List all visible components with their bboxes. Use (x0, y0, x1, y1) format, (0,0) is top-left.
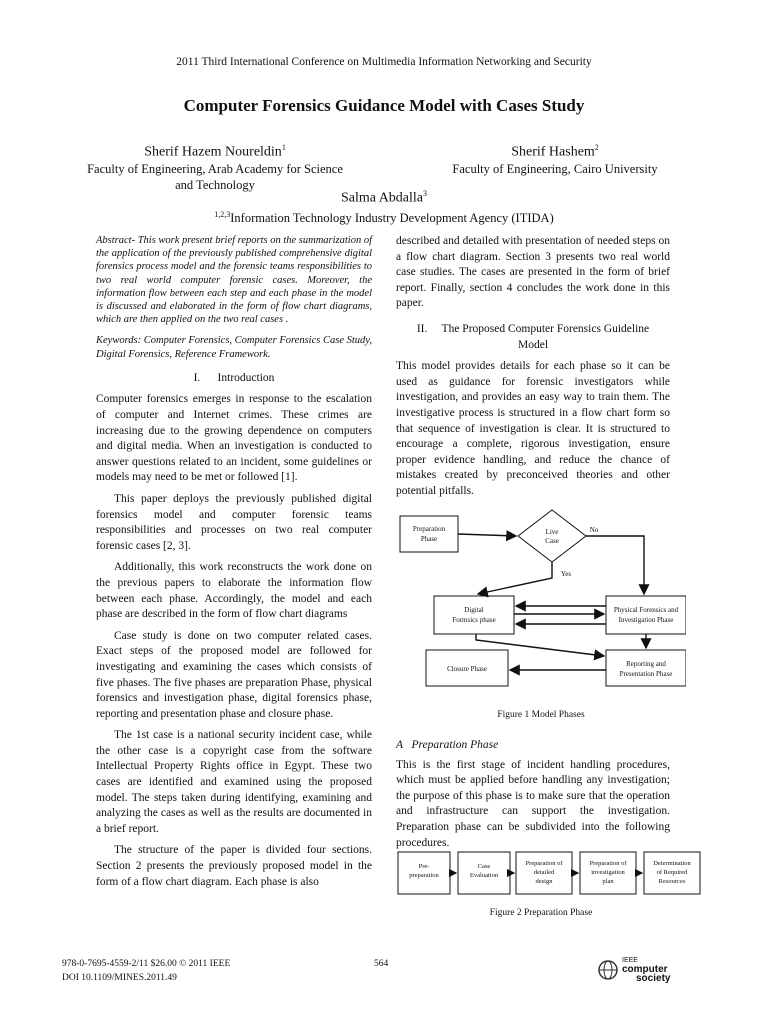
f2-b5-l1: Determination (653, 860, 691, 867)
intro-paragraph-5: The 1st case is a national security incident case, while the other case is a copyright case from the software Intellectual Property Rights office in Egypt. These two cases are identified and examined using the proposed model. The steps taken during identifying, examining and analyzing the cases as well as the results are documented in a brief report. (96, 729, 372, 835)
closure-text: Closure Phase (447, 665, 487, 673)
logo-society: society (636, 973, 671, 984)
author-2-sup: 2 (594, 143, 599, 152)
f2-b4-l1: Preparation of (589, 860, 627, 867)
ieee-computer-society-logo (596, 956, 676, 984)
arrow-prep-to-live (458, 534, 516, 536)
physical-forensics-box (606, 596, 686, 634)
author-2-affil: Faculty of Engineering, Cairo University (452, 161, 658, 176)
report-text-l2: Presentation Phase (619, 670, 673, 678)
logo-computer: computer (622, 964, 668, 975)
f2-b2-l2: Evaluation (469, 872, 499, 879)
digital-text-l1: Digital (464, 606, 484, 614)
report-text-l1: Reporting and (626, 660, 666, 668)
arrow-no (586, 536, 644, 594)
f2-b3-l3: design (535, 878, 553, 885)
reporting-phase-box (606, 650, 686, 686)
author-1-sup: 1 (281, 143, 286, 152)
f2-b3-l1: Preparation of (525, 860, 563, 867)
physical-text-l1: Physical Forensics and (613, 606, 679, 614)
author-3-affil-sup: 1,2,3 (214, 209, 231, 219)
section-2-number: II. (416, 322, 428, 335)
author-3-affil: Information Technology Industry Development Agency (ITIDA) (230, 210, 554, 225)
author-1-affil-line2: and Technology (175, 177, 255, 192)
section-2-title-line2: Model (517, 338, 549, 351)
figure-2-caption: Figure 2 Preparation Phase (489, 908, 593, 918)
prep-text-l2: Phase (420, 535, 438, 543)
intro-paragraph-2: This paper deploys the previously published digital forensics model and computer forensic teams responsibilities and processes on two real computer forensic cases [2, 3]. (96, 492, 372, 552)
f2-b4-l3: plan (602, 878, 614, 885)
digital-forensics-box (434, 596, 514, 634)
author-1-name: Sherif Hazem Noureldin (144, 144, 282, 160)
footer-isbn: 978-0-7695-4559-2/11 $26.00 © 2011 IEEE (62, 959, 231, 969)
intro-paragraph-6: The structure of the paper is divided four sections. Section 2 presents the previously proposed model in the form of a flow chart diagram. Each phase is also (96, 844, 372, 888)
keywords: Keywords: Computer Forensics, Computer Forensics Case Study, Digital Forensics, Reference Framework. (96, 335, 372, 360)
right-paragraph-1: described and detailed with presentation of needed steps on a flow chart diagram. Section 3 presents two real world case studies. The cases are presented in the form of brief report. Finally, section 4 concludes the work done in this paper. (396, 235, 670, 310)
digital-text-l2: Formsics phase (452, 616, 496, 624)
f2-b4-l2: investigation (591, 869, 625, 876)
author-3 (0, 186, 768, 226)
author-3-sup: 3 (423, 189, 428, 198)
author-3-name: Salma Abdalla (340, 190, 424, 206)
globe-icon (596, 958, 620, 982)
figure-1-caption: Figure 1 Model Phases (497, 710, 585, 720)
f2-b2-l1: Case (477, 863, 491, 870)
intro-paragraph-4: Case study is done on two computer related cases. Exact steps of the proposed model are followed for investigating and examining the cases which consists of five phases. The five phases are preparation Phase, physical forensics and investigation phase, digital forensics phase, reporting and presentation phase and closure phase. (96, 629, 372, 720)
author-2-name: Sherif Hashem (511, 144, 595, 160)
intro-paragraph-1: Computer forensics emerges in response to the escalation of computer and Internet crimes. These crimes are increasing due to the growing dependence on computers and digital media. When an investigation is conducted to answer questions related to an incident, some guidelines or models may need to be met or followed [1]. (96, 393, 372, 484)
page-number: 564 (374, 959, 389, 969)
left-column (96, 234, 372, 896)
subsection-a-heading: A Preparation Phase (396, 739, 499, 751)
no-label: No (589, 526, 599, 534)
intro-paragraph-3: Additionally, this work reconstructs the work done on the previous papers to elaborate the information flow between each phase. Accordingly, the model and each phase are described in the form of flow chart diagrams (96, 561, 372, 621)
yes-label: Yes (560, 570, 572, 578)
arrow-digital-to-reporting (476, 634, 604, 656)
author-1 (80, 140, 350, 193)
right-column-bottom (396, 728, 670, 857)
abstract: Abstract- This work present brief reports on the summarization of the application of the previously published comprehensive digital forensics process model and the forensic teams responsibilities to two real world computer forensic cases. Moreover, the information flow between each step and each phase in the model is discussed and elaborated in the form of flow chart diagrams, which are then applied on the two real cases . (96, 235, 373, 326)
figure-2-diagram (396, 846, 736, 902)
author-1-affil-line1: Faculty of Engineering, Arab Academy for Science (87, 161, 343, 176)
section-2-title-line1: The Proposed Computer Forensics Guideline (441, 322, 650, 335)
f2-b1-l1: Pre- (418, 863, 430, 870)
right-paragraph-3: This is the first stage of incident handling procedures, which must be applied before handling any investigation; the purpose of this phase is to make sure that the operation and infrastructure can support the investigation. Preparation phase can be subdivided into the following procedures. (396, 758, 670, 849)
section-1-heading: I. Introduction (193, 371, 275, 384)
f2-b5-l2: of Required (656, 869, 688, 876)
right-column-top (396, 234, 670, 506)
live-text-l2: Case (545, 537, 559, 545)
right-paragraph-2: This model provides details for each phase so it can be used as guidance for forensic investigators while investigation, and provides an easy way to train them. The investigative process is structured in a flow chart form so that sequence of investigation is clear. It is structured to encourage a complete, rigorous investigation, ensure proper evidence handling, and reduce the chance of mistakes created by preconceived theories and other potential pitfalls. (396, 360, 670, 497)
logo-ieee: IEEE (622, 957, 638, 964)
author-2 (420, 140, 690, 177)
live-text-l1: Live (545, 528, 559, 536)
f2-b1-l2: preparation (409, 872, 439, 879)
arrow-yes (478, 562, 552, 594)
live-case-diamond (518, 510, 586, 562)
paper-title: Computer Forensics Guidance Model with Cases Study (183, 96, 585, 115)
conference-name: 2011 Third International Conference on Multimedia Information Networking and Security (176, 56, 592, 68)
f2-b5-l3: Resources (658, 878, 686, 885)
footer-doi: DOI 10.1109/MINES.2011.49 (62, 973, 177, 983)
figure-1-diagram (396, 506, 686, 696)
section-2-heading (396, 322, 670, 353)
preparation-phase-box (400, 516, 458, 552)
prep-text-l1: Preparation (412, 525, 446, 533)
f2-b3-l2: detailed (533, 869, 555, 876)
physical-text-l2: Investigation Phase (618, 616, 674, 624)
